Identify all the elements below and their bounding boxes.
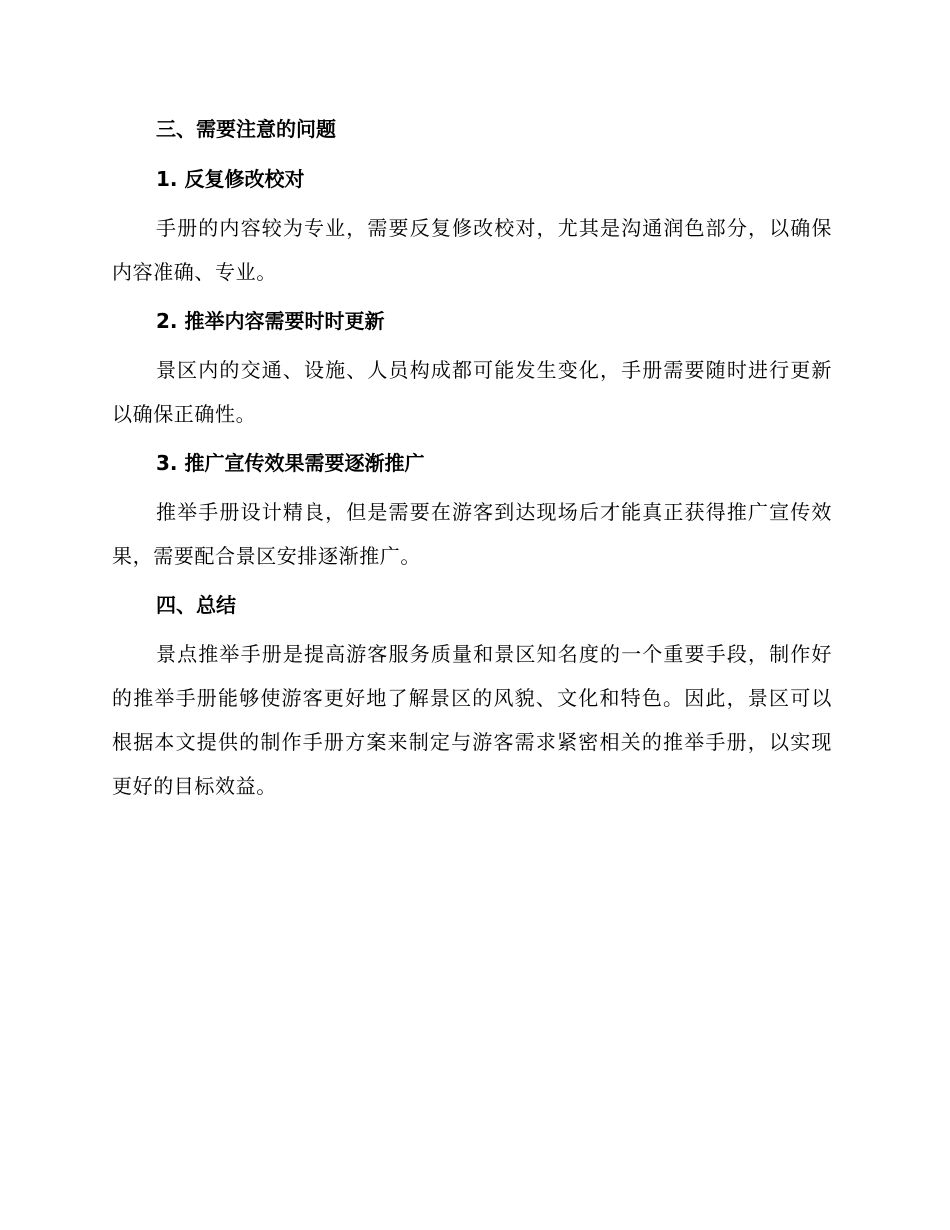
subheading-proofreading: 1. 反复修改校对 bbox=[156, 167, 305, 191]
paragraph-update: 景区内的交通、设施、人员构成都可能发生变化，手册需要随时进行更新以确保正确性。 bbox=[112, 358, 832, 426]
subheading-update: 2. 推举内容需要时时更新 bbox=[156, 309, 385, 333]
section-heading-issues: 三、需要注意的问题 bbox=[156, 117, 336, 141]
paragraph-proofreading: 手册的内容较为专业，需要反复修改校对，尤其是沟通润色部分，以确保内容准确、专业。 bbox=[112, 216, 832, 284]
paragraph-summary: 景点推举手册是提高游客服务质量和景区知名度的一个重要手段，制作好的推举手册能够使游客更好地了解景区的风貌、文化和特色。因此，景区可以根据本文提供的制作手册方案来制定与游客需求紧密相关的推举手册，以实现更好的目标效益。 bbox=[112, 642, 832, 798]
paragraph-promotion: 推举手册设计精良，但是需要在游客到达现场后才能真正获得推广宣传效果，需要配合景区安排逐渐推广。 bbox=[112, 500, 832, 568]
subheading-promotion: 3. 推广宣传效果需要逐渐推广 bbox=[156, 451, 425, 475]
section-heading-summary: 四、总结 bbox=[156, 593, 236, 617]
document-body bbox=[112, 112, 832, 808]
